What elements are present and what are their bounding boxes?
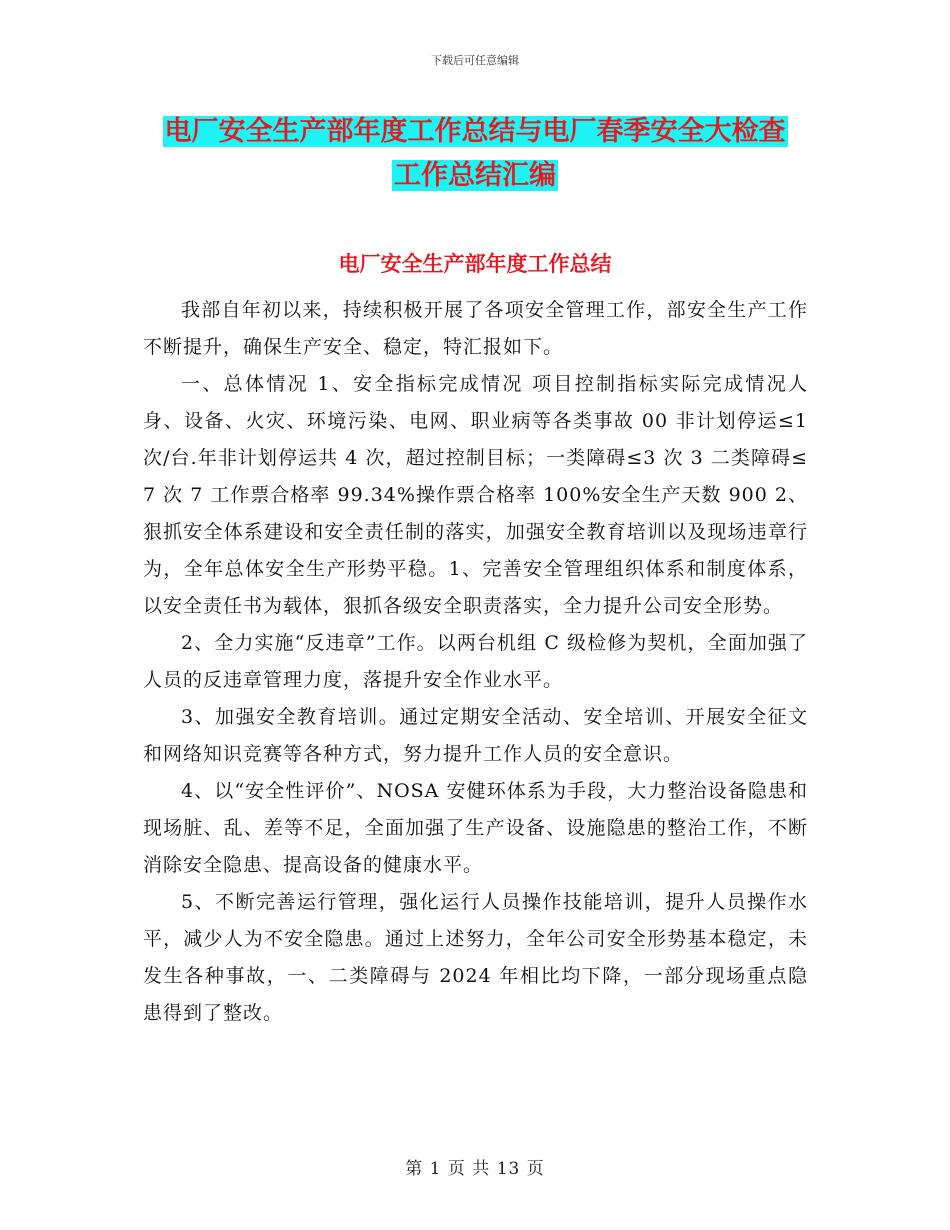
title-line-2: 工作总结汇编 (394, 160, 556, 191)
paragraph: 3、加强安全教育培训。通过定期安全活动、安全培训、开展安全征文和网络知识竞赛等各种方式，努力提升工作人员的安全意识。 (143, 706, 808, 765)
paragraph: 一、总体情况 1、安全指标完成情况 项目控制指标实际完成情况人身、设备、火灾、环境污染、电网、职业病等各类事故 00 非计划停运≤1 次/台.年非计划停运共 4 次，超过控制目标；一类障碍≤3 次 3 二类障碍≤7 次 7 工作票合格率 99.34%操作票合格率 100%安全生产天数 900 2、狠抓安全体系建设和安全责任制的落实，加强安全教育培训以及现场违章行为，全年总体安全生产形势平稳。1、完善安全管理组织体系和制度体系，以安全责任书为载体，狠抓各级安全职责落实，全力提升公司安全形势。 (143, 373, 808, 617)
paragraph: 2、全力实施“反违章”工作。以两台机组 C 级检修为契机，全面加强了人员的反违章管理力度，落提升安全作业水平。 (143, 632, 808, 691)
section-title: 电厂安全生产部年度工作总结 (338, 251, 612, 276)
page-number-footer: 第 1 页 共 13 页 (405, 1159, 545, 1179)
page-header: 下载后可任意编辑 (431, 54, 519, 67)
document-title (0, 110, 950, 198)
title-line-1: 电厂安全生产部年度工作总结与电厂春季安全大检查 (164, 116, 786, 147)
paragraph: 4、以“安全性评价”、NOSA 安健环体系为手段，大力整治设备隐患和现场脏、乱、差等不足，全面加强了生产设备、设施隐患的整治工作，不断消除安全隐患、提高设备的健康水平。 (143, 780, 808, 876)
paragraph: 我部自年初以来，持续积极开展了各项安全管理工作，部安全生产工作不断提升，确保生产安全、稳定，特汇报如下。 (143, 299, 808, 358)
body-text (143, 292, 808, 1032)
paragraph: 5、不断完善运行管理，强化运行人员操作技能培训，提升人员操作水平，减少人为不安全隐患。通过上述努力，全年公司安全形势基本稳定，未发生各种事故，一、二类障碍与 2024 年相比均下降，一部分现场重点隐患得到了整改。 (143, 891, 808, 1024)
